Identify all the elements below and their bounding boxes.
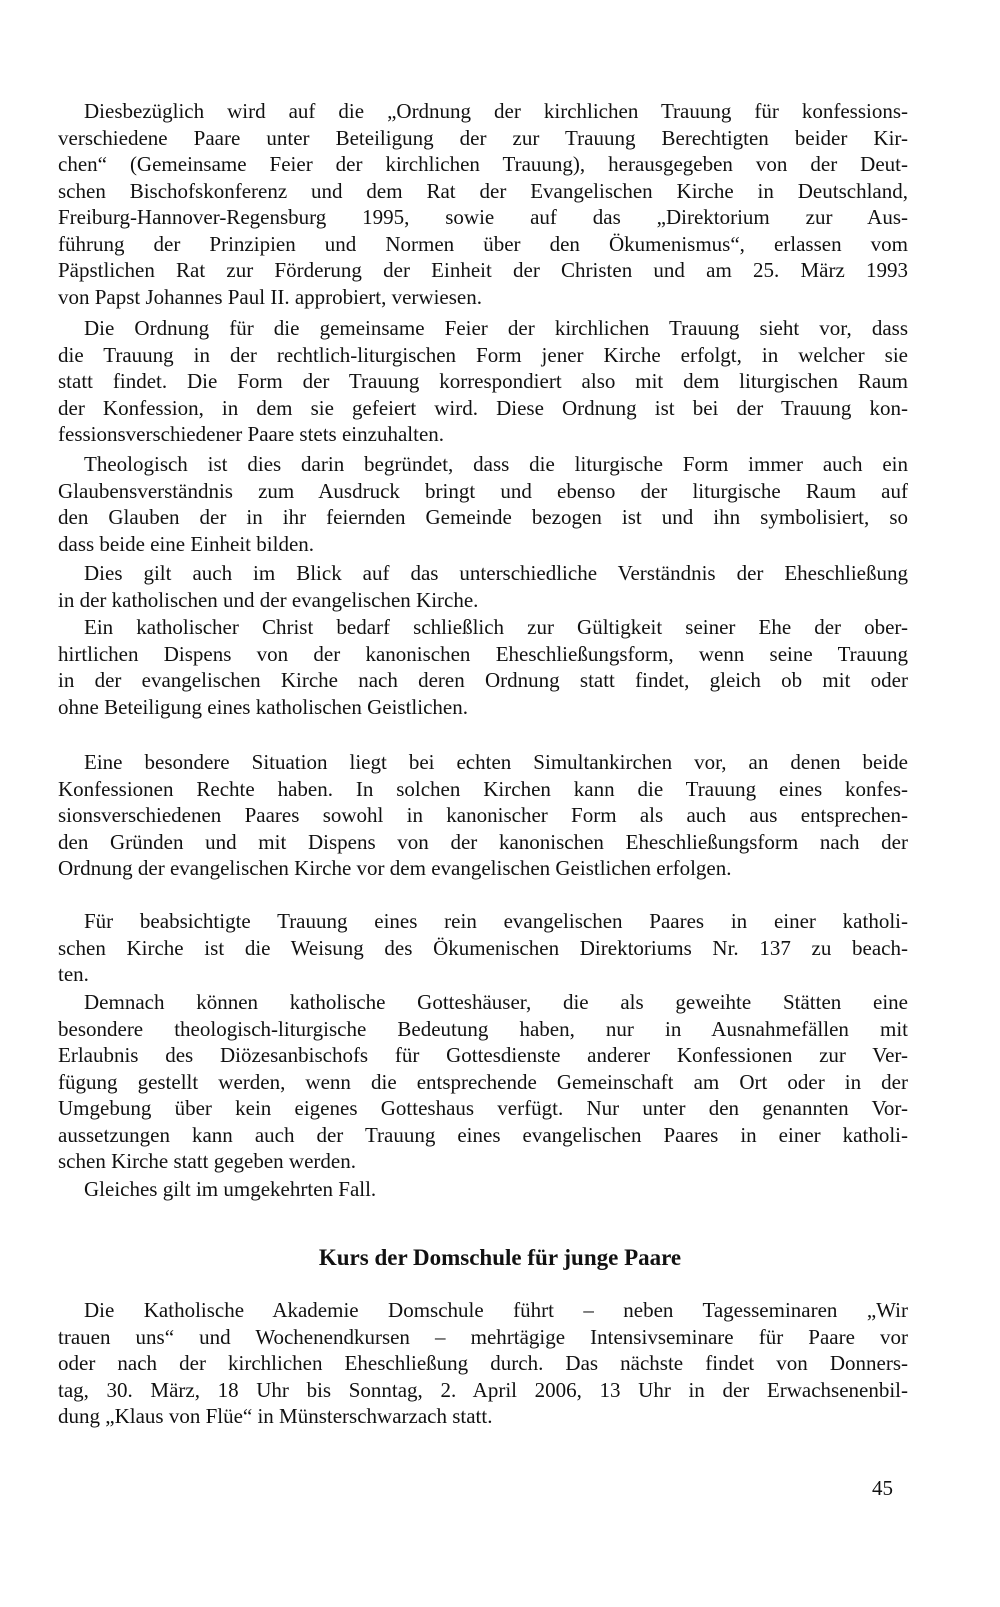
text-line: chen“ (Gemeinsame Feier der kirchlichen Trauung), herausgegeben von der Deut-: [58, 152, 908, 176]
paragraph-3: [58, 451, 908, 557]
paragraph-5: [58, 614, 908, 720]
text-line: schen Bischofskonferenz und dem Rat der Evangelischen Kirche in Deutschland,: [58, 178, 908, 203]
paragraph-final: [58, 1297, 908, 1430]
text-line: in der evangelischen Kirche nach deren Ordnung statt findet, gleich ob mit oder: [58, 668, 908, 692]
text-line: Die Katholische Akademie Domschule führt – neben Tagesseminaren „Wir: [84, 1298, 908, 1322]
text-line: schen Kirche statt gegeben werden.: [58, 1149, 356, 1173]
text-line: Umgebung über kein eigenes Gotteshaus verfügt. Nur unter den genannten Vor-: [58, 1096, 908, 1120]
paragraph-6: [58, 749, 908, 882]
text-line: tag, 30. März, 18 Uhr bis Sonntag, 2. April 2006, 13 Uhr in der Erwachsenenbil-: [58, 1377, 908, 1402]
text-line: trauen uns“ und Wochenendkursen – mehrtägige Intensivseminare für Paare vor: [58, 1324, 908, 1349]
text-line: Freiburg-Hannover-Regensburg 1995, sowie auf das „Direktorium zur Aus-: [58, 205, 908, 229]
paragraph-9: [58, 1176, 908, 1203]
paragraph-4: [58, 560, 908, 613]
text-line: ten.: [58, 962, 89, 986]
text-line: besondere theologisch-liturgische Bedeutung haben, nur in Ausnahmefällen mit: [58, 1016, 908, 1041]
page-number: 45: [872, 1476, 893, 1500]
section-heading: Kurs der Domschule für junge Paare: [318, 1245, 682, 1270]
paragraph-2: [58, 315, 908, 448]
text-line: Dies gilt auch im Blick auf das unterschiedliche Verständnis der Eheschließung: [84, 561, 908, 585]
text-line: aussetzungen kann auch der Trauung eines evangelischen Paares in einer katholi-: [58, 1122, 908, 1147]
text-line: Die Ordnung für die gemeinsame Feier der kirchlichen Trauung sieht vor, dass: [84, 316, 908, 340]
text-line: die Trauung in der rechtlich-liturgischen Form jener Kirche erfolgt, in welcher sie: [58, 342, 908, 367]
text-line: sionsverschiedenen Paares sowohl in kanonischer Form als auch aus entsprechen-: [58, 803, 908, 827]
text-line: Konfessionen Rechte haben. In solchen Kirchen kann die Trauung eines konfes-: [58, 776, 908, 801]
text-line: oder nach der kirchlichen Eheschließung durch. Das nächste findet von Donners-: [58, 1351, 908, 1375]
paragraph-8: [58, 989, 908, 1175]
text-line: Päpstlichen Rat zur Förderung der Einheit der Christen und am 25. März 1993: [58, 258, 908, 282]
text-line: in der katholischen und der evangelischen Kirche.: [58, 587, 479, 612]
text-line: Diesbezüglich wird auf die „Ordnung der kirchlichen Trauung für konfessions-: [84, 99, 908, 123]
text-line: der Konfession, in dem sie gefeiert wird. Diese Ordnung ist bei der Trauung kon-: [58, 395, 908, 420]
text-line: Gleiches gilt im umgekehrten Fall.: [84, 1177, 377, 1201]
text-line: statt findet. Die Form der Trauung korrespondiert also mit dem liturgischen Raum: [58, 369, 908, 393]
text-line: schen Kirche ist die Weisung des Ökumenischen Direktoriums Nr. 137 zu beach-: [58, 935, 908, 960]
text-line: Eine besondere Situation liegt bei echten Simultankirchen vor, an denen beide: [84, 750, 908, 774]
text-line: fessionsverschiedener Paare stets einzuhalten.: [58, 422, 445, 446]
text-line: dass beide eine Einheit bilden.: [58, 531, 315, 556]
paragraph-7: [58, 908, 908, 988]
text-line: hirtlichen Dispens von der kanonischen Eheschließungsform, wenn seine Trauung: [58, 641, 908, 666]
text-line: den Gründen und mit Dispens von der kanonischen Eheschließungsform nach der: [58, 829, 908, 854]
text-line: ohne Beteiligung eines katholischen Geistlichen.: [58, 694, 468, 719]
text-line: Ordnung der evangelischen Kirche vor dem evangelischen Geistlichen erfolgen.: [58, 856, 732, 880]
text-line: Ein katholischer Christ bedarf schließlich zur Gültigkeit seiner Ehe der ober-: [84, 615, 908, 639]
text-line: führung der Prinzipien und Normen über den Ökumenismus“, erlassen vom: [58, 231, 908, 256]
text-line: Glaubensverständnis zum Ausdruck bringt und ebenso der liturgische Raum auf: [58, 478, 908, 503]
text-line: dung „Klaus von Flüe“ in Münsterschwarzach statt.: [58, 1404, 493, 1428]
text-line: fügung gestellt werden, wenn die entsprechende Gemeinschaft am Ort oder in der: [58, 1069, 908, 1094]
text-line: von Papst Johannes Paul II. approbiert, verwiesen.: [58, 284, 482, 309]
text-line: Für beabsichtigte Trauung eines rein evangelischen Paares in einer katholi-: [84, 909, 908, 933]
paragraph-1: [58, 98, 908, 310]
text-line: Demnach können katholische Gotteshäuser, die als geweihte Stätten eine: [84, 990, 908, 1014]
text-line: Theologisch ist dies darin begründet, dass die liturgische Form immer auch ein: [84, 452, 908, 476]
text-line: den Glauben der in ihr feiernden Gemeinde bezogen ist und ihn symbolisiert, so: [58, 505, 908, 529]
text-line: Erlaubnis des Diözesanbischofs für Gottesdienste anderer Konfessionen zur Ver-: [58, 1043, 908, 1067]
text-line: verschiedene Paare unter Beteiligung der zur Trauung Berechtigten beider Kir-: [58, 125, 908, 150]
